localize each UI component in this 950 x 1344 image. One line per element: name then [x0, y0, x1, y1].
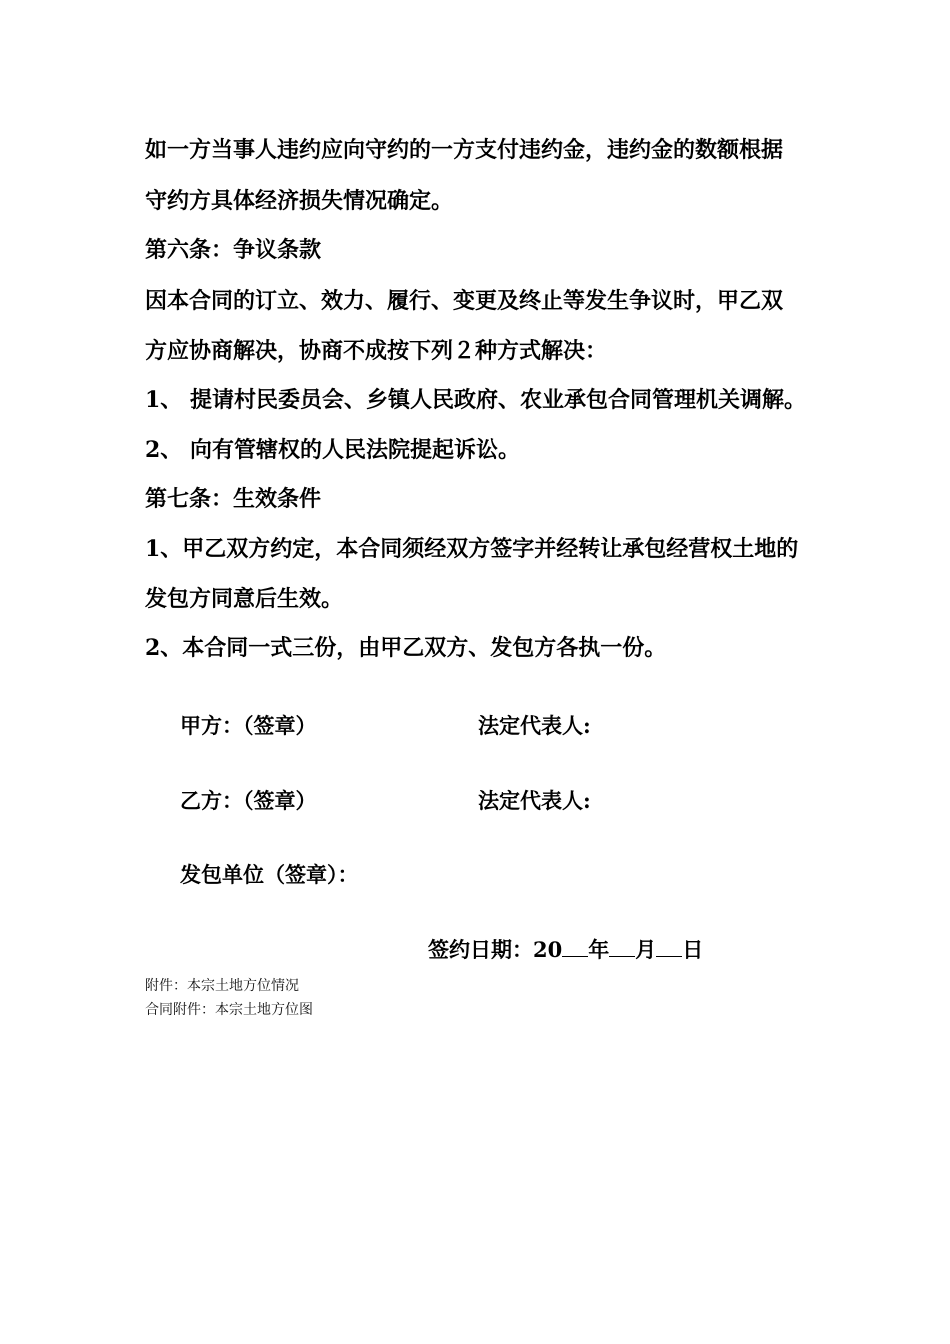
year-prefix: 20 — [533, 937, 563, 962]
effect-clause-1-line1: 1、甲乙双方约定，本合同须经双方签字并经转让承包经营权土地的 — [145, 536, 799, 562]
party-b-signature: 乙方：（签章） — [180, 788, 317, 813]
month-label: 月 — [635, 937, 657, 962]
day-label: 日 — [682, 937, 704, 962]
year-blank — [562, 938, 588, 957]
party-a-representative: 法定代表人: — [478, 713, 591, 738]
year-label: 年 — [588, 937, 610, 962]
dispute-option-1: 1、 提请村民委员会、乡镇人民政府、农业承包合同管理机关调解。 — [145, 387, 806, 413]
party-b-representative: 法定代表人: — [478, 788, 591, 813]
signing-date-label: 签约日期： — [428, 937, 533, 962]
signing-date — [428, 934, 703, 964]
attachment-note: 附件：本宗土地方位情况 — [145, 978, 299, 994]
month-blank — [609, 938, 635, 957]
article-six-heading: 第六条：争议条款 — [145, 237, 322, 263]
effect-clause-2: 2、本合同一式三份，由甲乙双方、发包方各执一份。 — [145, 635, 667, 661]
day-blank — [656, 938, 682, 957]
dispute-option-2: 2、 向有管辖权的人民法院提起诉讼。 — [145, 437, 520, 463]
dispute-clause-line1: 因本合同的订立、效力、履行、变更及终止等发生争议时，甲乙双 — [145, 288, 784, 314]
clause-breach-line2: 守约方具体经济损失情况确定。 — [145, 188, 454, 214]
contract-attachment-note: 合同附件：本宗土地方位图 — [145, 1002, 313, 1018]
article-seven-heading: 第七条：生效条件 — [145, 486, 322, 512]
effect-clause-1-line2: 发包方同意后生效。 — [145, 586, 344, 612]
party-a-signature: 甲方：（签章） — [180, 713, 317, 738]
clause-breach-line1: 如一方当事人违约应向守约的一方支付违约金，违约金的数额根据 — [145, 137, 784, 163]
issuer-signature: 发包单位（签章）： — [180, 862, 359, 887]
dispute-clause-line2: 方应协商解决，协商不成按下列２种方式解决： — [145, 338, 608, 364]
